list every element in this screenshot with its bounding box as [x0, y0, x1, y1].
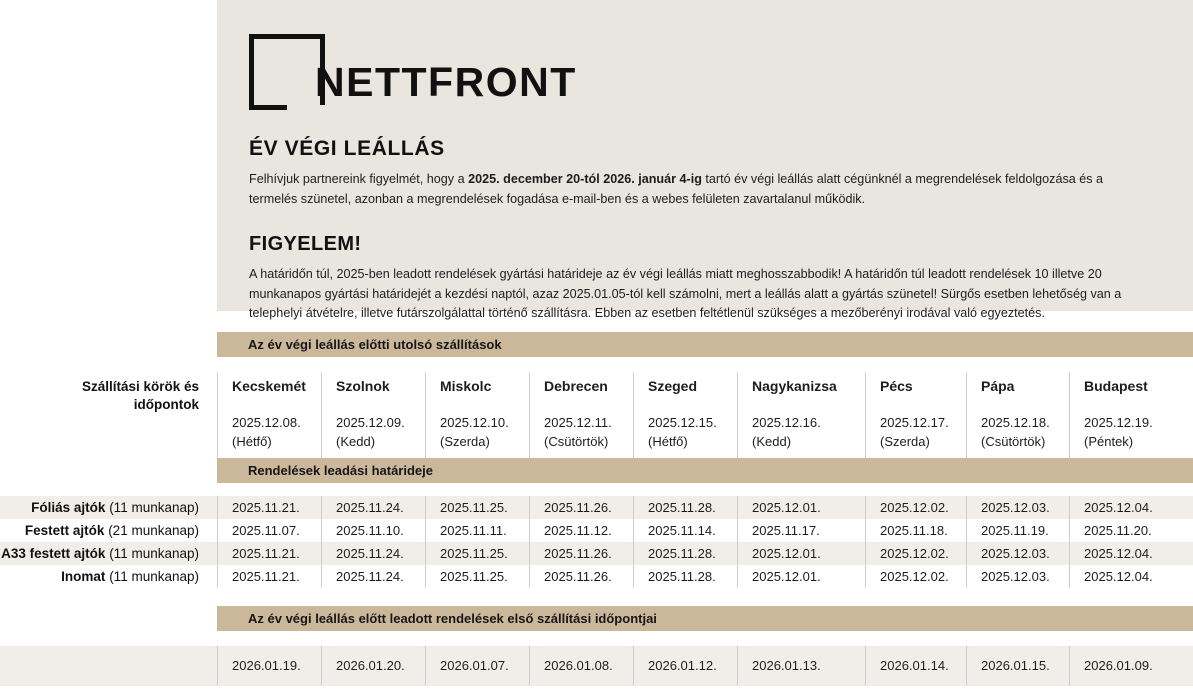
- shipping-city-header: Debrecen: [529, 372, 633, 414]
- table-cell: 2025.11.12.: [529, 519, 633, 542]
- warning-title: FIGYELEM!: [249, 233, 362, 256]
- table-cell: 2025.11.25.: [425, 496, 529, 519]
- shipping-row-label: [0, 372, 217, 414]
- shipping-day: (Szerda): [440, 434, 490, 450]
- shipping-day: (Csütörtök): [981, 434, 1046, 450]
- table-row-label: [0, 542, 217, 565]
- table-cell: 2025.11.17.: [737, 519, 865, 542]
- table-cell: 2025.12.02.: [865, 496, 966, 519]
- shipping-date-cell: [966, 414, 1069, 458]
- table-cell: 2025.12.03.: [966, 565, 1069, 588]
- table-cell: 2025.12.02.: [865, 542, 966, 565]
- product-note: (11 munkanap): [109, 569, 199, 584]
- shipping-row-label-line2: időpontok: [133, 397, 199, 413]
- shipping-date-cell: [321, 414, 425, 458]
- table-cell: 2025.12.03.: [966, 496, 1069, 519]
- shipping-date: 2025.12.11.: [544, 415, 612, 431]
- table-cell: 2025.12.03.: [966, 542, 1069, 565]
- shipping-date: 2025.12.19.: [1084, 415, 1153, 431]
- section-bar-last-shipments: Az év végi leállás előtti utolsó szállítások: [217, 332, 1193, 357]
- section-bar-order-deadline: Rendelések leadási határideje: [217, 458, 1193, 483]
- shipping-date: 2025.12.10.: [440, 415, 509, 431]
- warning-paragraph: A határidőn túl, 2025-ben leadott rendelések gyártási határideje az év végi leállás miatt meghosszabbodik! A határidőn túl leadott rendelések 10 illetve 20 munkanapos gyártási határidejét a kezdési naptól, azaz 2025.01.05-tól kell számolni, mert a leállás alatt a gyártás szünetel! Sürgős esetben lehetőség van a telephelyi átvételre, illetve futárszolgálattal történő szállításra. Ebben az esetben feltétlenül szükséges a mezőberényi irodával való egyeztetés.: [249, 267, 1122, 321]
- shipping-date-cell: [217, 414, 321, 458]
- table-cell: 2025.11.28.: [633, 496, 737, 519]
- first-shipment-cell: 2026.01.15.: [966, 646, 1069, 686]
- table-cell: 2025.12.04.: [1069, 565, 1193, 588]
- table-cell: 2025.11.19.: [966, 519, 1069, 542]
- table-cell: 2025.11.21.: [217, 565, 321, 588]
- shipping-day: (Péntek): [1084, 434, 1134, 450]
- table-row-label: [0, 565, 217, 588]
- table-cell: 2025.11.07.: [217, 519, 321, 542]
- shipping-date-cell: [529, 414, 633, 458]
- header-content: [249, 0, 1169, 324]
- shipping-city-header: Budapest: [1069, 372, 1193, 414]
- shipping-date: 2025.12.15.: [648, 415, 717, 431]
- product-note: (11 munkanap): [109, 546, 199, 561]
- page-title: ÉV VÉGI LEÁLLÁS: [249, 137, 445, 160]
- table-cell: 2025.11.28.: [633, 565, 737, 588]
- intro-text-bold: 2025. december 20-tól 2026. január 4-ig: [468, 172, 702, 186]
- table-cell: 2025.11.25.: [425, 542, 529, 565]
- shipping-day: (Hétfő): [232, 434, 272, 450]
- table-cell: 2025.12.04.: [1069, 496, 1193, 519]
- first-shipment-cell: 2026.01.14.: [865, 646, 966, 686]
- shipping-date-cell: [425, 414, 529, 458]
- product-name: Festett ajtók: [24, 523, 105, 538]
- table-cell: 2025.11.11.: [425, 519, 529, 542]
- product-note: (11 munkanap): [109, 500, 199, 515]
- table-cell: 2025.11.26.: [529, 565, 633, 588]
- shipping-row-label-line1: Szállítási körök és: [81, 379, 199, 394]
- shipping-date: 2025.12.09.: [336, 415, 405, 431]
- shipping-city-header: Nagykanizsa: [737, 372, 865, 414]
- section-bar-first-shipments: Az év végi leállás előtt leadott rendelések első szállítási időpontjai: [217, 606, 1193, 631]
- order-deadline-table: [0, 496, 1193, 588]
- shipping-day: (Kedd): [752, 434, 792, 450]
- logo-square-icon: [249, 34, 325, 110]
- table-cell: 2025.12.04.: [1069, 542, 1193, 565]
- shipping-date-cell: [1069, 414, 1193, 458]
- first-shipment-cell: 2026.01.07.: [425, 646, 529, 686]
- shipping-city-header: Miskolc: [425, 372, 529, 414]
- shipping-city-header: Szolnok: [321, 372, 425, 414]
- nettfront-logo: [249, 28, 1169, 110]
- table-cell: 2025.11.26.: [529, 542, 633, 565]
- table-cell: 2025.11.21.: [217, 496, 321, 519]
- shipping-city-header: Pécs: [865, 372, 966, 414]
- shipping-date: 2025.12.16.: [752, 415, 821, 431]
- shipping-city-header: Kecskemét: [217, 372, 321, 414]
- table-cell: 2025.12.01.: [737, 542, 865, 565]
- logo-wordmark: NETTFRONT: [315, 59, 577, 105]
- shipping-day: (Szerda): [880, 434, 930, 450]
- shipping-date: 2025.12.08.: [232, 415, 301, 431]
- table-cell: 2025.11.10.: [321, 519, 425, 542]
- table-row-label: [0, 496, 217, 519]
- shipping-date-cell: [737, 414, 865, 458]
- shipping-date: 2025.12.17.: [880, 415, 949, 431]
- table-cell: 2025.11.24.: [321, 496, 425, 519]
- shipping-dates-rowlabel: [0, 414, 217, 458]
- first-shipment-table: [0, 646, 1193, 686]
- table-cell: 2025.11.24.: [321, 542, 425, 565]
- shipping-city-header: Pápa: [966, 372, 1069, 414]
- table-cell: 2025.11.26.: [529, 496, 633, 519]
- table-cell: 2025.12.01.: [737, 565, 865, 588]
- first-shipment-cell: 2026.01.09.: [1069, 646, 1193, 686]
- shipping-schedule-table: [0, 372, 1193, 458]
- product-name: Fóliás ajtók: [31, 500, 106, 515]
- table-cell: 2025.11.25.: [425, 565, 529, 588]
- first-shipment-cell: 2026.01.08.: [529, 646, 633, 686]
- first-shipment-cell: 2026.01.12.: [633, 646, 737, 686]
- table-cell: 2025.11.20.: [1069, 519, 1193, 542]
- table-cell: 2025.12.01.: [737, 496, 865, 519]
- first-shipment-cell: 2026.01.19.: [217, 646, 321, 686]
- table-cell: 2025.11.18.: [865, 519, 966, 542]
- intro-paragraph: [249, 170, 1154, 209]
- shipping-date-cell: [633, 414, 737, 458]
- product-note: (21 munkanap): [108, 523, 199, 538]
- intro-text-before: Felhívjuk partnereink figyelmét, hogy a: [249, 172, 469, 186]
- product-name: A33 festett ajtók: [1, 546, 106, 561]
- table-cell: 2025.12.02.: [865, 565, 966, 588]
- shipping-city-header: Szeged: [633, 372, 737, 414]
- first-shipment-cell: 2026.01.13.: [737, 646, 865, 686]
- table-cell: 2025.11.24.: [321, 565, 425, 588]
- shipping-date: 2025.12.18.: [981, 415, 1050, 431]
- table-row-label: [0, 519, 217, 542]
- shipping-day: (Csütörtök): [544, 434, 609, 450]
- product-name: Inomat: [61, 569, 106, 584]
- first-shipment-cell: 2026.01.20.: [321, 646, 425, 686]
- table-cell: 2025.11.21.: [217, 542, 321, 565]
- intro-text-after: tartó év végi leállás alatt cégünknél a megrendelések feldolgozása és a termelés szünetel, azonban a megrendelések fogadása e-mail-ben és a webes felületen zavartalanul működik.: [249, 172, 1104, 206]
- table-cell: 2025.11.14.: [633, 519, 737, 542]
- first-shipment-rowlabel: [0, 646, 217, 686]
- table-cell: 2025.11.28.: [633, 542, 737, 565]
- shipping-day: (Hétfő): [648, 434, 688, 450]
- shipping-date-cell: [865, 414, 966, 458]
- shipping-day: (Kedd): [336, 434, 376, 450]
